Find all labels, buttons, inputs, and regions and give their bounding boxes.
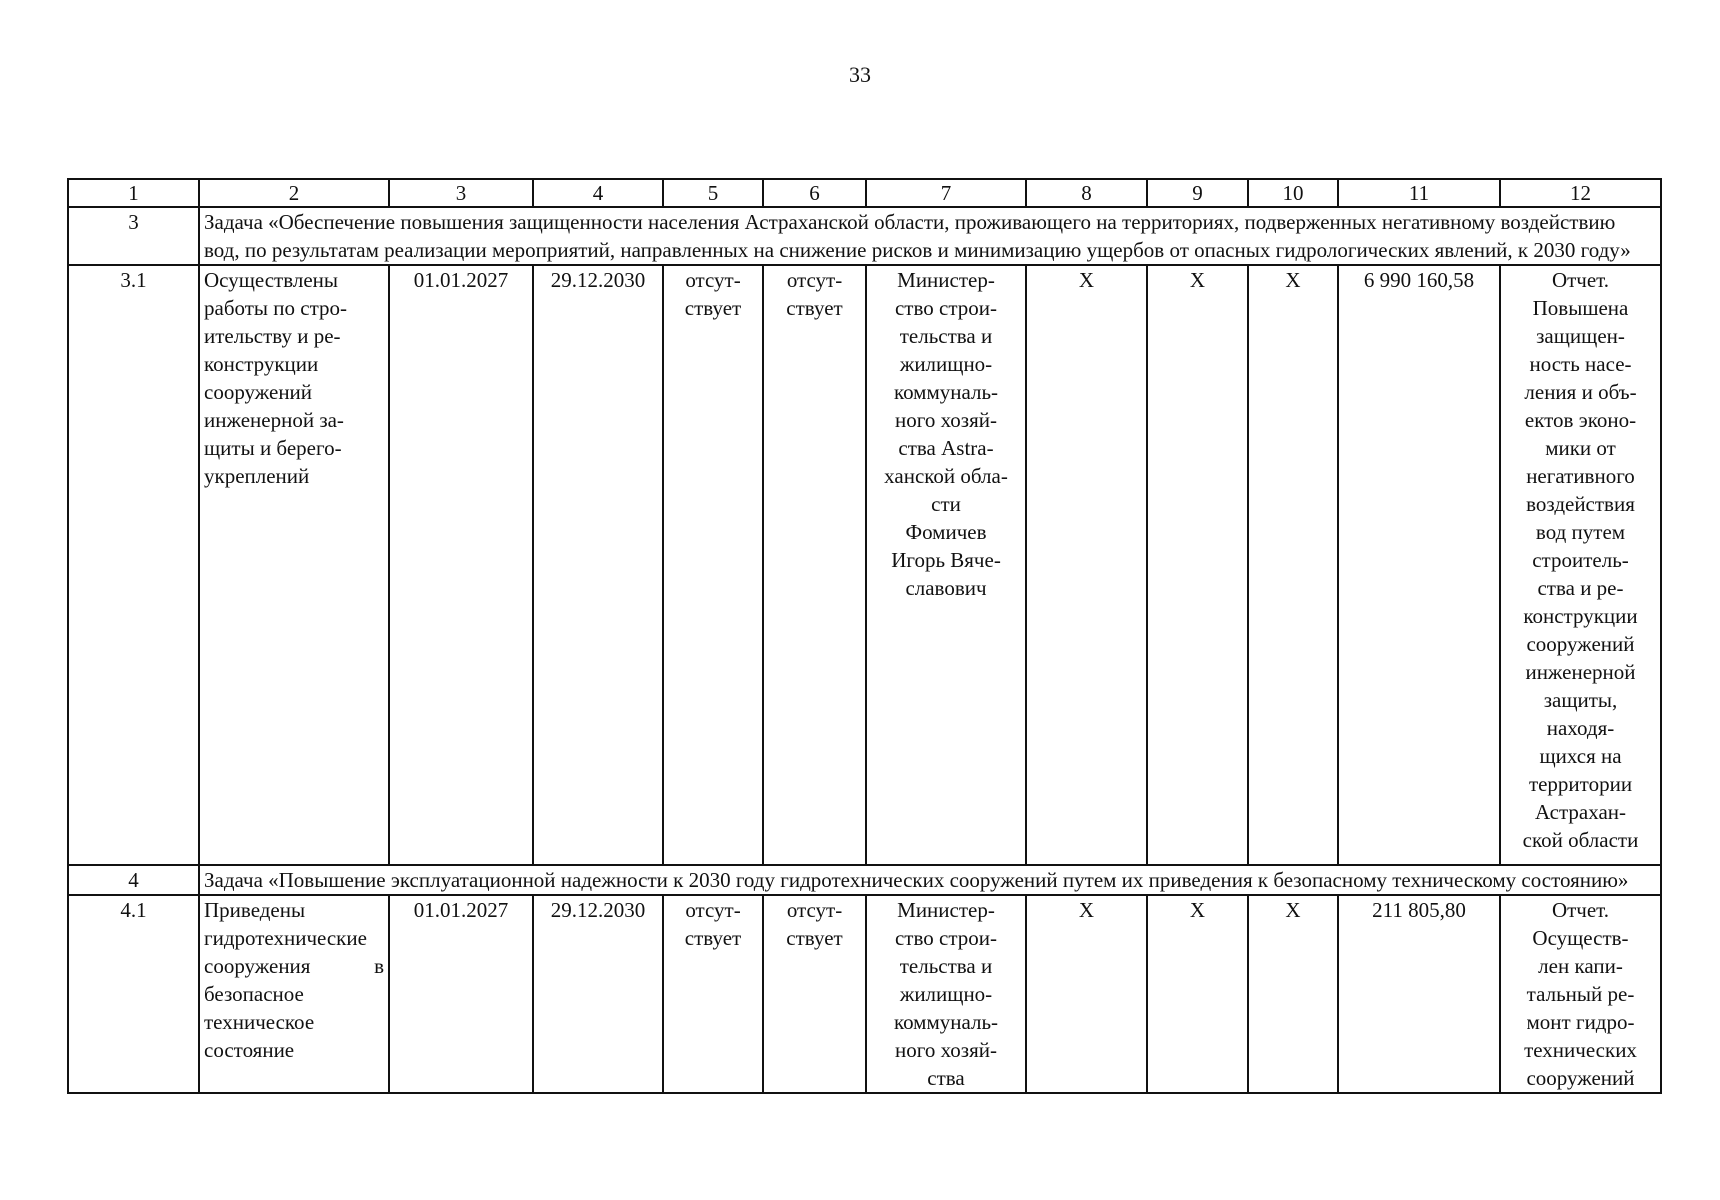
responsible-executor: Министер- ство строи- тельства и жилищно- коммуналь- ного хозяй- ства — [866, 895, 1026, 1093]
col10-mark: X — [1248, 265, 1338, 865]
col8-mark: X — [1026, 895, 1147, 1093]
measure-result: Осуществлены работы по стро- ительству и ре- конструкции сооружений инженерной за- щиты и берего- укреплений — [199, 265, 389, 865]
measure-result: Приведены гидротехнические сооружения в безопасное техническое состояние — [199, 895, 389, 1093]
task-number: 4 — [68, 865, 199, 895]
report-description: Отчет. Осуществ- лен капи- тальный ре- монт гидро- технических сооружений — [1500, 895, 1661, 1093]
column-header: 6 — [763, 179, 866, 207]
column-header: 12 — [1500, 179, 1661, 207]
start-date: 01.01.2027 — [389, 265, 533, 865]
col6-value: отсут- ствует — [763, 895, 866, 1093]
page-number: 33 — [849, 62, 871, 87]
measure-row-3-1 — [68, 265, 1661, 865]
column-header: 9 — [1147, 179, 1248, 207]
column-header: 5 — [663, 179, 763, 207]
financing-amount: 6 990 160,58 — [1338, 265, 1500, 865]
end-date: 29.12.2030 — [533, 265, 663, 865]
col5-value: отсут- ствует — [663, 265, 763, 865]
column-header: 4 — [533, 179, 663, 207]
measure-number: 3.1 — [68, 265, 199, 865]
task-number: 3 — [68, 207, 199, 265]
measures-table — [67, 178, 1662, 1094]
column-header: 3 — [389, 179, 533, 207]
start-date: 01.01.2027 — [389, 895, 533, 1093]
col6-value: отсут- ствует — [763, 265, 866, 865]
task-description: Задача «Обеспечение повышения защищенности населения Астраханской области, проживающего на территориях, подверженных негативному воздействию вод, по результатам реализации мероприятий, направленных на снижение рисков и минимизацию ущербов от опасных гидрологических явлений, к 2030 году» — [199, 207, 1661, 265]
col5-value: отсут- ствует — [663, 895, 763, 1093]
end-date: 29.12.2030 — [533, 895, 663, 1093]
task-row-4 — [68, 865, 1661, 895]
col10-mark: X — [1248, 895, 1338, 1093]
column-number-row — [68, 179, 1661, 207]
task-description: Задача «Повышение эксплуатационной надежности к 2030 году гидротехнических сооружений путем их приведения к безопасному техническому состоянию» — [199, 865, 1661, 895]
column-header: 7 — [866, 179, 1026, 207]
column-header: 1 — [68, 179, 199, 207]
col9-mark: X — [1147, 265, 1248, 865]
measure-row-4-1 — [68, 895, 1661, 1093]
column-header: 11 — [1338, 179, 1500, 207]
responsible-executor: Министер- ство строи- тельства и жилищно- коммуналь- ного хозяй- ства Astra- ханской обла- сти Фомичев Игорь Вяче- славович — [866, 265, 1026, 865]
measure-number: 4.1 — [68, 895, 199, 1093]
column-header: 8 — [1026, 179, 1147, 207]
column-header: 10 — [1248, 179, 1338, 207]
column-header: 2 — [199, 179, 389, 207]
col8-mark: X — [1026, 265, 1147, 865]
report-description: Отчет. Повышена защищен- ность насе- ления и объ- ектов эконо- мики от негативного воздействия вод путем строитель- ства и ре- конструкции сооружений инженерной защиты, находя- щихся на территории Астрахан- ской области — [1500, 265, 1661, 865]
col9-mark: X — [1147, 895, 1248, 1093]
task-row-3 — [68, 207, 1661, 265]
financing-amount: 211 805,80 — [1338, 895, 1500, 1093]
